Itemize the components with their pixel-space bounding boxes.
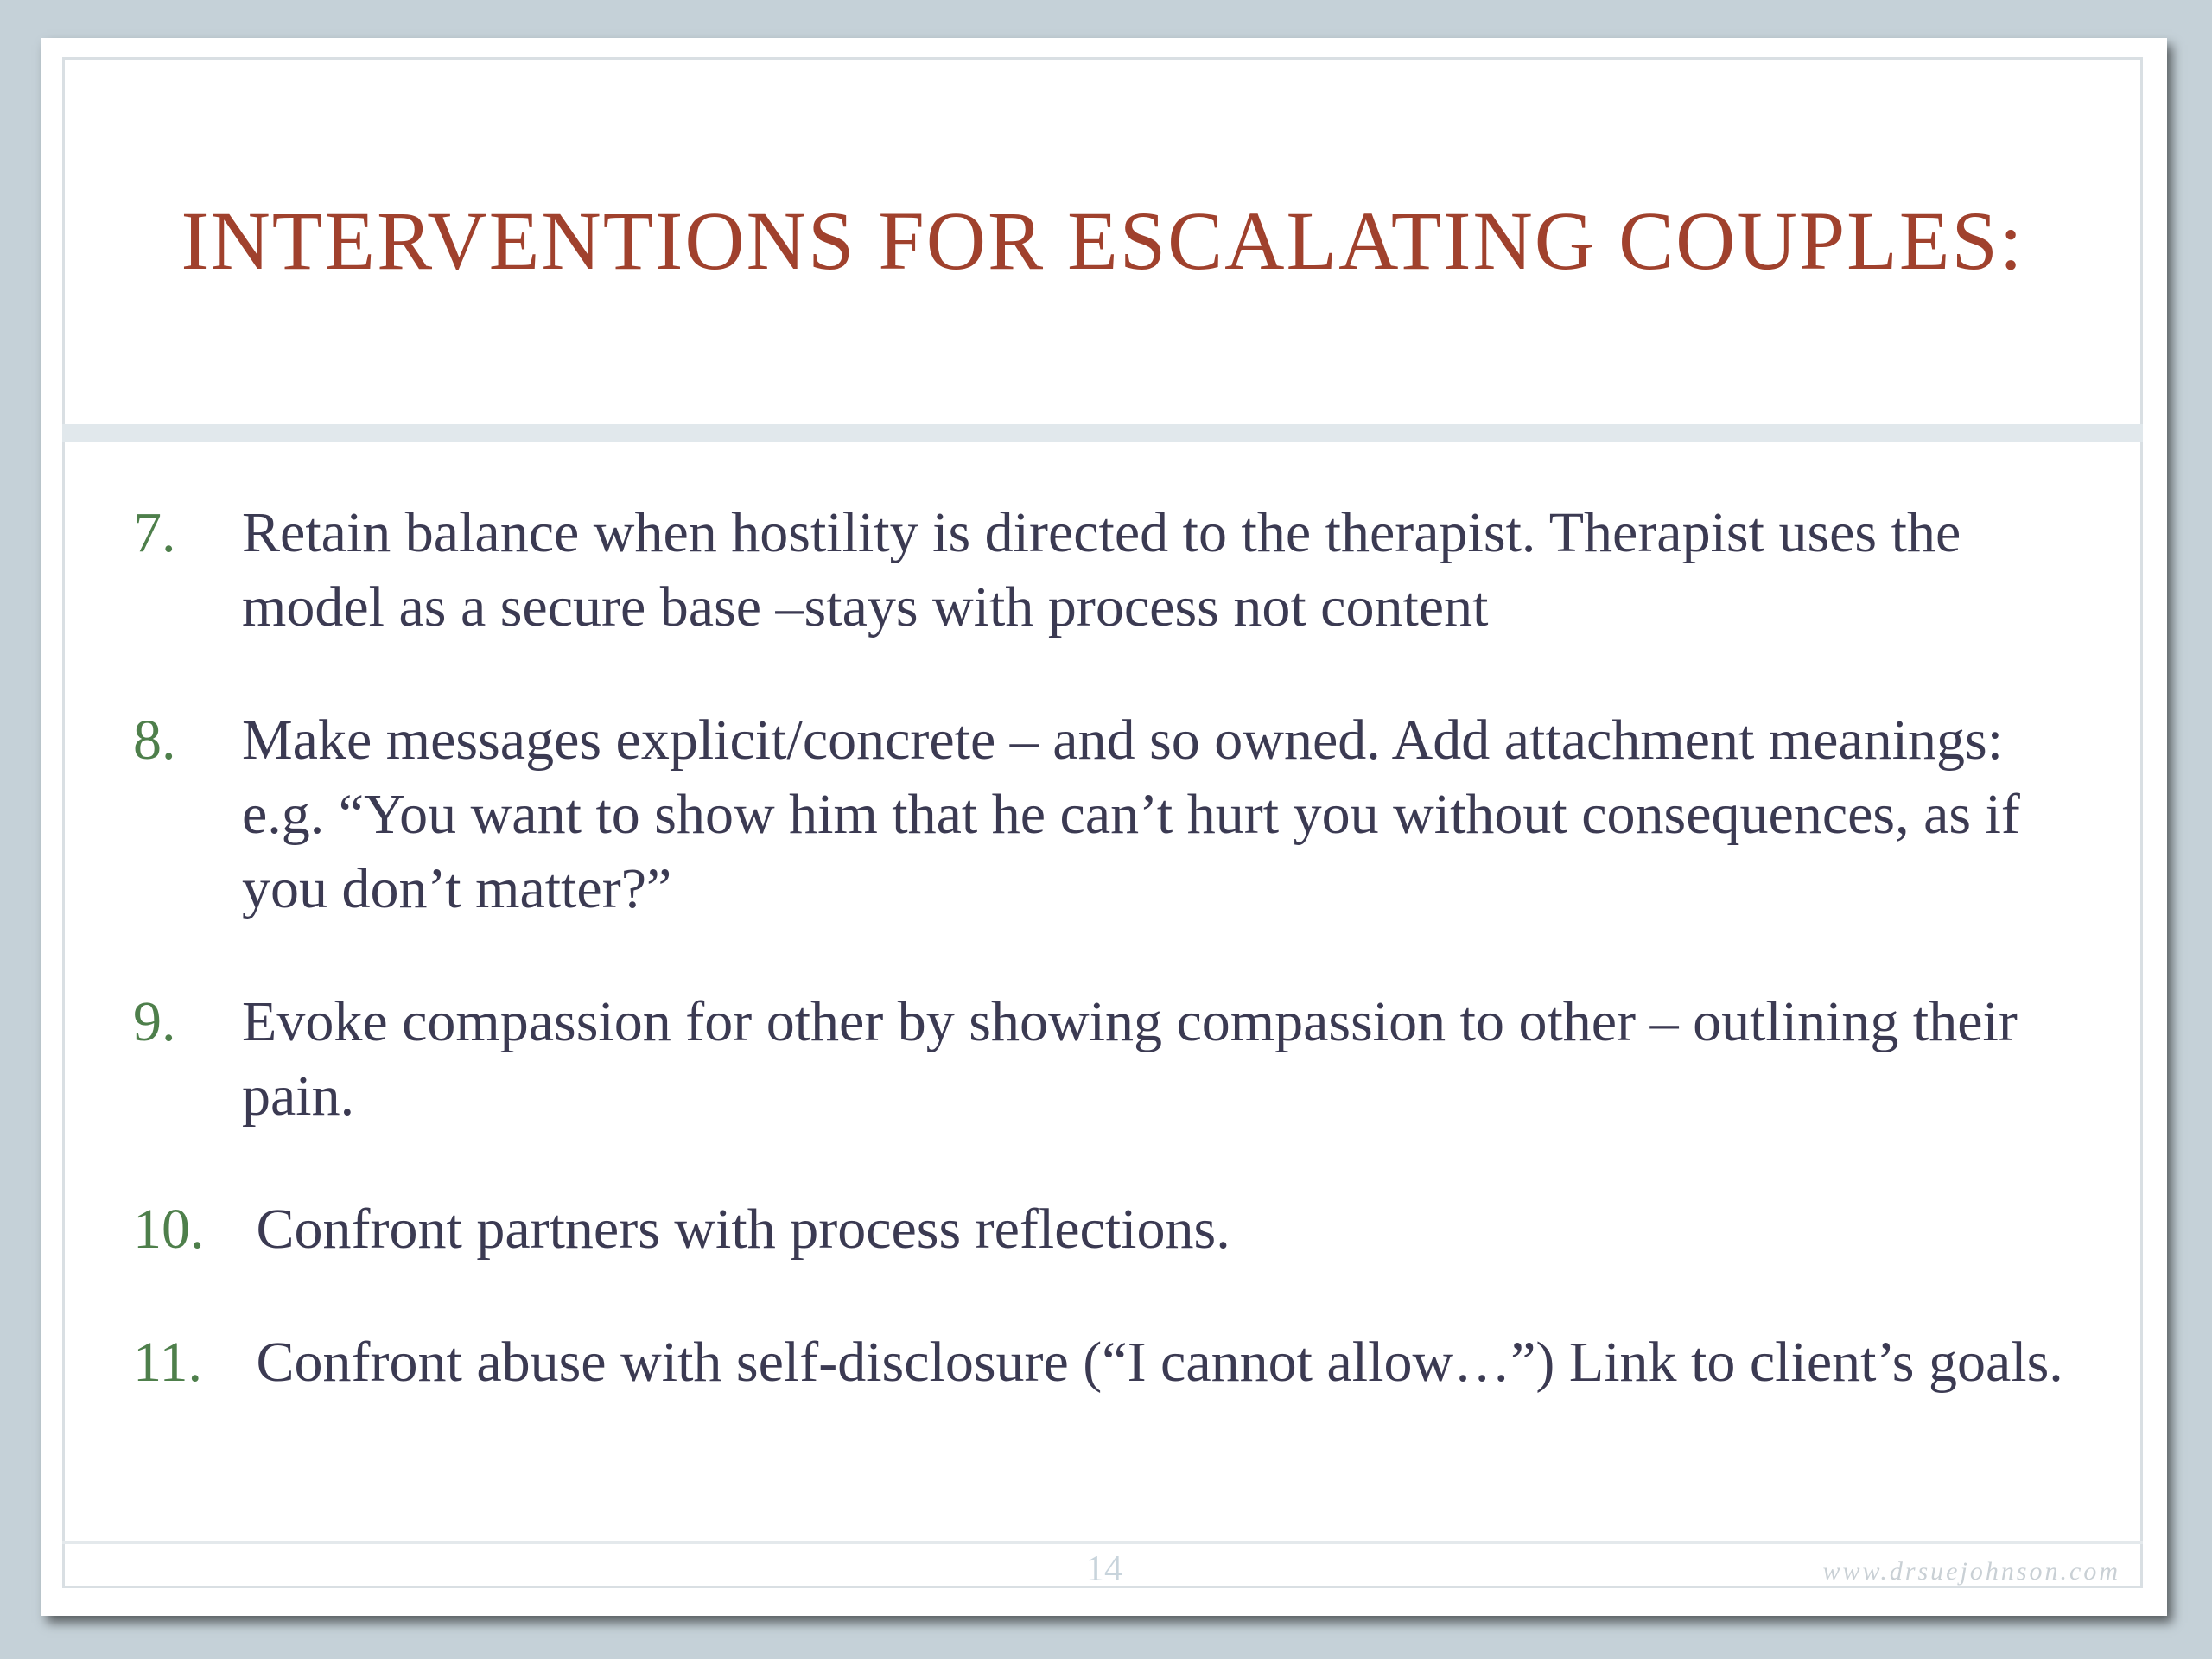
footer-divider (62, 1541, 2143, 1544)
item-number: 8. (133, 709, 176, 772)
list-item (133, 1192, 2077, 1267)
title-divider (62, 424, 2143, 442)
item-text: Confront partners with process reflections. (242, 1198, 1230, 1261)
item-number: 9. (133, 990, 176, 1053)
list-item (133, 496, 2077, 645)
list-item (133, 703, 2077, 926)
item-text: Make messages explicit/concrete – and so owned. Add attachment meanings: e.g. “You want to show him that he can’t hurt you without consequences, as if you don’t matter?” (242, 709, 2020, 920)
slide (41, 38, 2167, 1616)
page-number: 14 (1086, 1549, 1122, 1589)
title-area (62, 57, 2143, 424)
slide-title: INTERVENTIONS FOR ESCALATING COUPLES: (181, 194, 2024, 287)
list-item (133, 1325, 2077, 1400)
list-item (133, 985, 2077, 1134)
intervention-list (133, 496, 2077, 1459)
website-watermark: www.drsuejohnson.com (1822, 1557, 2120, 1586)
item-text: Confront abuse with self-disclosure (“I cannot allow…”) Link to client’s goals. (242, 1331, 2063, 1394)
item-number: 10. (133, 1198, 205, 1261)
item-text: Retain balance when hostility is directed to the therapist. Therapist uses the model as a secure base –stays with process not content (242, 501, 1961, 639)
item-number: 7. (133, 501, 176, 564)
item-text: Evoke compassion for other by showing compassion to other – outlining their pain. (242, 990, 2018, 1128)
item-number: 11. (133, 1331, 203, 1394)
